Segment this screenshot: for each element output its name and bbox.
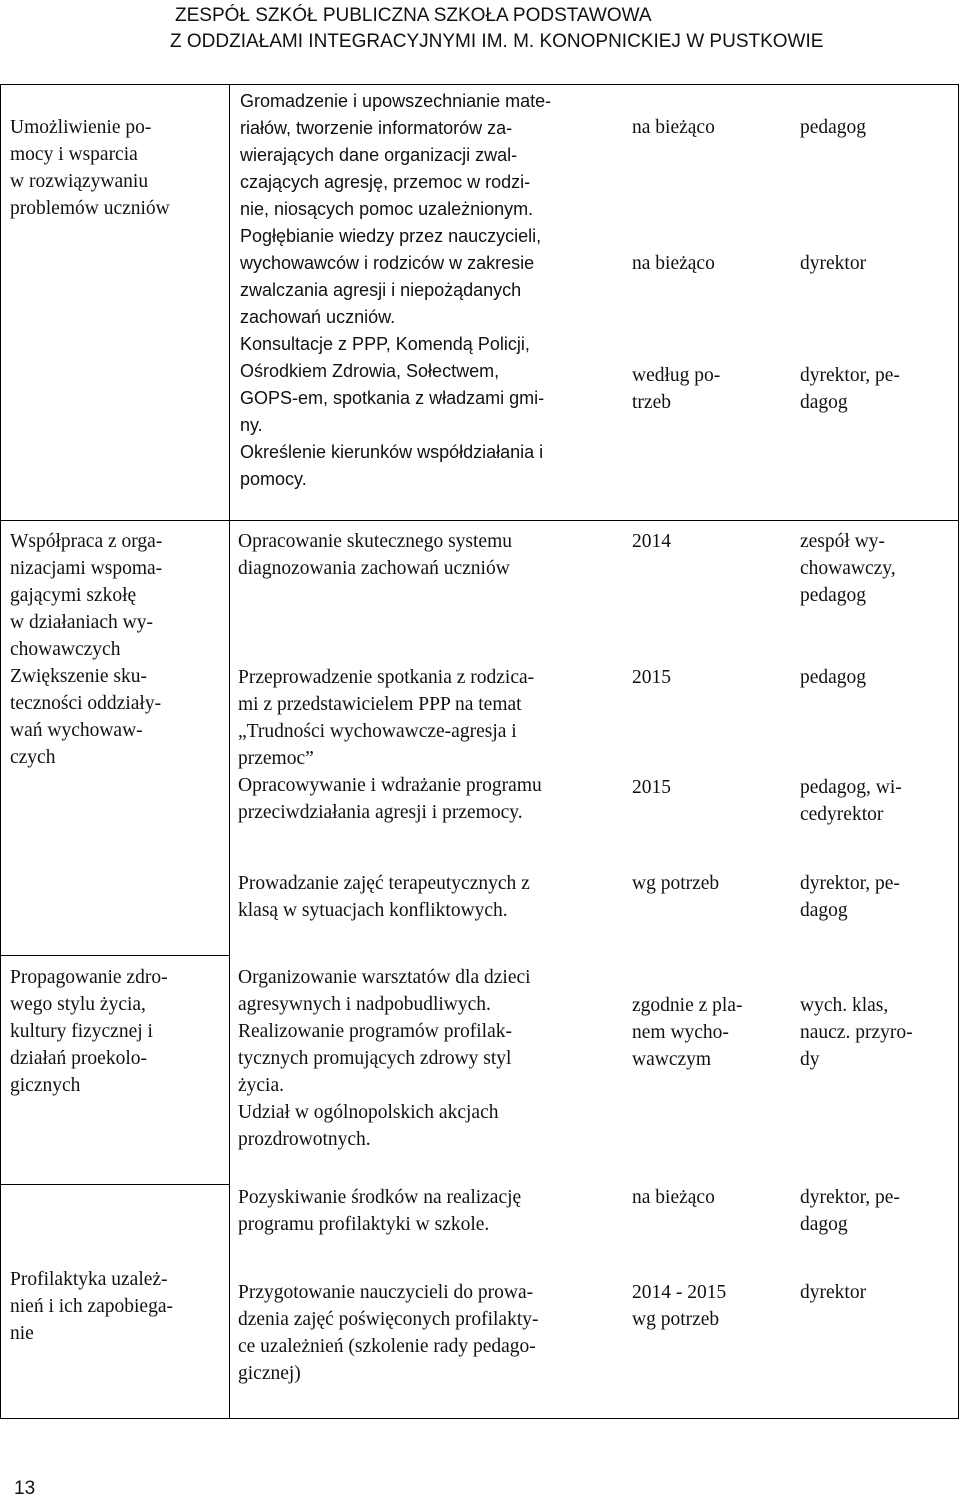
when-cell: 2014 - 2015 wg potrzeb xyxy=(632,1282,727,1330)
when-cell: na bieżąco xyxy=(632,1187,715,1208)
who-cell: pedagog, wi- cedyrektor xyxy=(800,777,902,825)
goal-cell: Profilaktyka uzależ- nień i ich zapobiega- nie xyxy=(10,1269,173,1344)
goal-cell: Współpraca z orga- nizacjami wspoma- gającymi szkołę w działaniach wy- chowawczych Zwiększenie sku- teczności oddziały- wań wychowaw- czych xyxy=(10,531,163,768)
task-cell: Przeprowadzenie spotkania z rodzica- mi z przedstawicielem PPP na temat „Trudności wychowawcze-agresja i przemoc” Opracowywanie i wdrażanie programu przeciwdziałania agresji i przemocy. xyxy=(238,667,542,823)
task-cell: Gromadzenie i upowszechnianie mate- riałów, tworzenie informatorów za- wierających dane organizacji zwal- czających agresję, przemoc w rodzi- nie, niosących pomoc uzależnionym. Pogłębianie wiedzy przez nauczycieli, wychowawców i rodziców w zakresie zwalczania agresji i niepożądanych zachowań uczniów. Konsultacje z PPP, Komendą Policji, Ośrodkiem Zdrowia, Sołectwem, GOPS-em, spotkania z władzami gmi- ny. Określenie kierunków współdziałania i pomocy. xyxy=(240,91,552,489)
when-cell: 2015 xyxy=(632,667,671,688)
who-cell: pedagog xyxy=(800,667,867,688)
who-cell: wych. klas, naucz. przyro- dy xyxy=(800,995,913,1070)
goal-cell: Umożliwienie po- mocy i wsparcia w rozwiązywaniu problemów uczniów xyxy=(10,117,170,219)
header-line-1: ZESPÓŁ SZKÓŁ PUBLICZNA SZKOŁA PODSTAWOWA xyxy=(175,5,652,26)
when-cell: 2014 xyxy=(632,531,671,552)
task-cell: Przygotowanie nauczycieli do prowa- dzenia zajęć poświęconych profilakty- ce uzależnień (szkolenie rady pedago- gicznej) xyxy=(238,1282,539,1384)
who-cell: dyrektor xyxy=(800,253,867,274)
when-cell: 2015 xyxy=(632,777,671,798)
when-cell: wg potrzeb xyxy=(632,873,720,894)
page-number: 13 xyxy=(14,1478,36,1499)
goal-cell: Propagowanie zdro- wego stylu życia, kultury fizycznej i działań proekolo- gicznych xyxy=(10,967,168,1096)
when-cell: zgodnie z pla- nem wycho- wawczym xyxy=(632,995,743,1070)
when-cell: na bieżąco xyxy=(632,253,715,274)
when-cell: według po- trzeb xyxy=(632,365,721,413)
who-cell: dyrektor, pe- dagog xyxy=(800,873,900,921)
when-cell: na bieżąco xyxy=(632,117,715,138)
task-cell: Pozyskiwanie środków na realizację programu profilaktyki w szkole. xyxy=(238,1187,522,1235)
task-cell: Prowadzanie zajęć terapeutycznych z klasą w sytuacjach konfliktowych. xyxy=(238,873,530,921)
task-cell: Opracowanie skutecznego systemu diagnozowania zachowań uczniów xyxy=(238,531,512,579)
who-cell: dyrektor xyxy=(800,1282,867,1303)
who-cell: dyrektor, pe- dagog xyxy=(800,1187,900,1235)
who-cell: pedagog xyxy=(800,117,867,138)
who-cell: dyrektor, pe- dagog xyxy=(800,365,900,413)
who-cell: zespół wy- chowawczy, pedagog xyxy=(800,531,896,606)
header-line-2: Z ODDZIAŁAMI INTEGRACYJNYMI IM. M. KONOPNICKIEJ W PUSTKOWIE xyxy=(170,31,824,52)
task-cell: Organizowanie warsztatów dla dzieci agresywnych i nadpobudliwych. Realizowanie programów profilak- tycznych promujących zdrowy styl życia. Udział w ogólnopolskich akcjach prozdrowotnych. xyxy=(238,967,531,1150)
